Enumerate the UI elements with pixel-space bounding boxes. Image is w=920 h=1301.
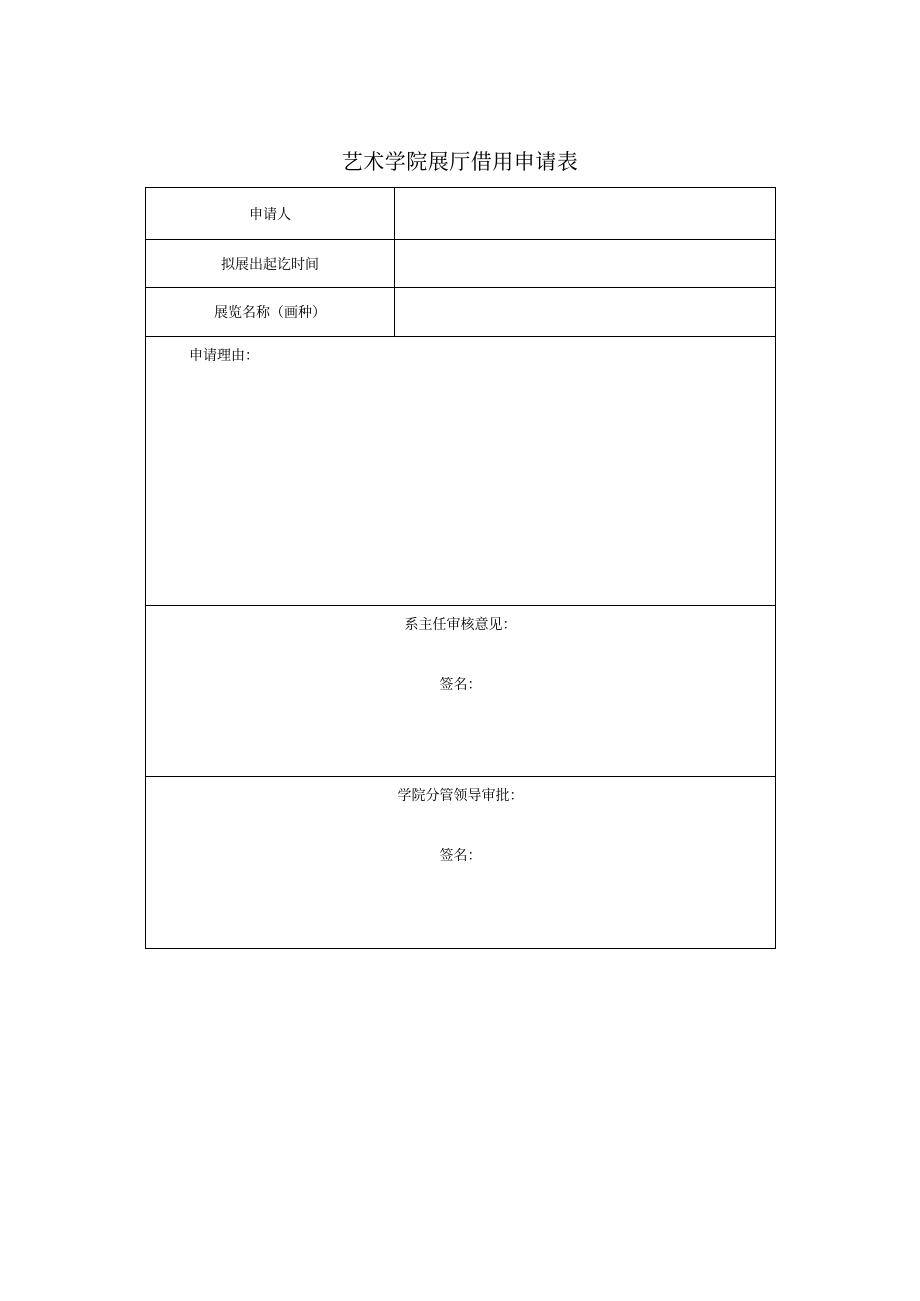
- exhibition-name-field[interactable]: [395, 288, 776, 337]
- college-approval-heading: 学院分管领导审批：: [397, 788, 524, 804]
- department-review-heading: 系主任审核意见：: [404, 617, 517, 633]
- reason-field[interactable]: [146, 337, 776, 606]
- exhibition-period-label: 拟展出起讫时间: [146, 240, 395, 288]
- department-review-field[interactable]: [146, 606, 776, 777]
- application-form-table: [145, 187, 776, 949]
- applicant-field[interactable]: [395, 188, 776, 240]
- page-title: 艺术学院展厅借用申请表: [341, 150, 579, 174]
- college-approval-signature-label: 签名：: [439, 848, 482, 864]
- exhibition-name-row: [146, 288, 776, 337]
- department-review-row: [146, 606, 776, 777]
- applicant-row: [146, 188, 776, 240]
- exhibition-period-row: [146, 240, 776, 288]
- reason-label: 申请理由：: [189, 348, 259, 364]
- exhibition-period-field[interactable]: [395, 240, 776, 288]
- exhibition-name-label: 展览名称（画种）: [146, 288, 395, 337]
- reason-row: [146, 337, 776, 606]
- applicant-label: 申请人: [146, 188, 395, 240]
- college-approval-field[interactable]: [146, 777, 776, 949]
- college-approval-row: [146, 777, 776, 949]
- department-review-signature-label: 签名：: [439, 677, 482, 693]
